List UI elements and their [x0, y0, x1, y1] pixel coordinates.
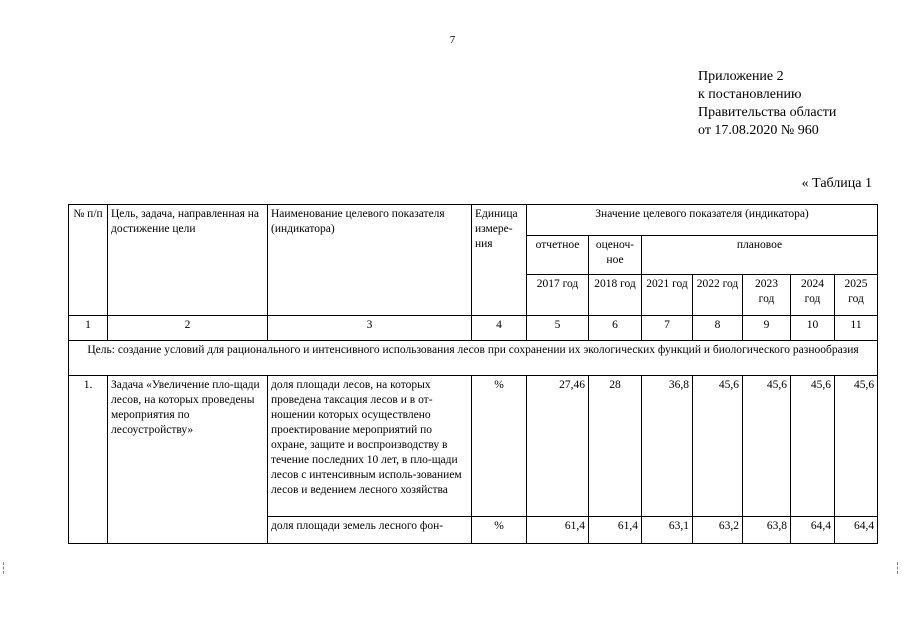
column-number: 1: [69, 316, 108, 341]
crop-mark-left: [3, 562, 8, 574]
header-year: 2018 год: [589, 275, 642, 316]
header-planned: плановое: [642, 236, 878, 275]
row-value: 64,4: [791, 517, 835, 544]
row-value: 45,6: [835, 376, 878, 517]
row-indicator: доля площади лесов, на которых проведена таксация лесов и в от-ношении которых осуществлено проектирование мероприятий по охране, защите и воспроизводству в течение последних 10 лет, в пло-щади лесов с интенсивным исполь-зованием лесов и ведением лесного хозяйства: [268, 376, 472, 517]
row-value: 45,6: [791, 376, 835, 517]
column-number: 11: [835, 316, 878, 341]
header-unit: Единица измере-ния: [472, 205, 527, 316]
row-value: 61,4: [527, 517, 589, 544]
appendix-header: [698, 68, 836, 140]
table-row: [69, 517, 878, 544]
header-values: Значение целевого показателя (индикатора): [527, 205, 878, 236]
row-value: 36,8: [642, 376, 693, 517]
column-number: 8: [693, 316, 743, 341]
appendix-line-2: к постановлению: [698, 87, 802, 102]
row-value: 45,6: [693, 376, 743, 517]
column-number: 10: [791, 316, 835, 341]
column-number: 5: [527, 316, 589, 341]
indicators-table: [68, 204, 878, 544]
header-year: 2023 год: [743, 275, 791, 316]
crop-mark-right: [897, 562, 902, 574]
header-year: 2017 год: [527, 275, 589, 316]
header-year: 2021 год: [642, 275, 693, 316]
row-value: 64,4: [835, 517, 878, 544]
column-number: 7: [642, 316, 693, 341]
goal-text: Цель: создание условий для рационального и интенсивного использования лесов при сохранении их экологических функций и биологического разнообразия: [69, 341, 878, 376]
row-task: [108, 517, 268, 544]
row-num: [69, 517, 108, 544]
header-reported: отчетное: [527, 236, 589, 275]
goal-row: [69, 341, 878, 376]
header-goal: Цель, задача, направленная на достижение цели: [108, 205, 268, 316]
header-num: № п/п: [69, 205, 108, 316]
column-number: 2: [108, 316, 268, 341]
appendix-line-3: Правительства области: [698, 105, 837, 120]
row-num: 1.: [69, 376, 108, 517]
column-number: 9: [743, 316, 791, 341]
column-number: 6: [589, 316, 642, 341]
row-value: 28: [589, 376, 642, 517]
row-value: 61,4: [589, 517, 642, 544]
column-number: 3: [268, 316, 472, 341]
row-value: 63,8: [743, 517, 791, 544]
column-number: 4: [472, 316, 527, 341]
row-unit: %: [472, 376, 527, 517]
column-number-row: [69, 316, 878, 341]
appendix-line-4: от 17.08.2020 № 960: [698, 123, 819, 138]
header-year: 2022 год: [693, 275, 743, 316]
row-task: Задача «Увеличение пло-щади лесов, на которых проведены мероприятия по лесоустройству»: [108, 376, 268, 517]
row-indicator: доля площади земель лесного фон-: [268, 517, 472, 544]
row-value: 45,6: [743, 376, 791, 517]
page-number: 7: [449, 34, 456, 46]
table-row: [69, 376, 878, 517]
header-year: 2025 год: [835, 275, 878, 316]
header-estimated: оценоч-ное: [589, 236, 642, 275]
header-indicator: Наименование целевого показателя (индикатора): [268, 205, 472, 316]
row-unit: %: [472, 517, 527, 544]
header-year: 2024 год: [791, 275, 835, 316]
row-value: 63,1: [642, 517, 693, 544]
row-value: 27,46: [527, 376, 589, 517]
appendix-line-1: Приложение 2: [698, 69, 784, 84]
table-label: « Таблица 1: [801, 176, 872, 191]
row-value: 63,2: [693, 517, 743, 544]
